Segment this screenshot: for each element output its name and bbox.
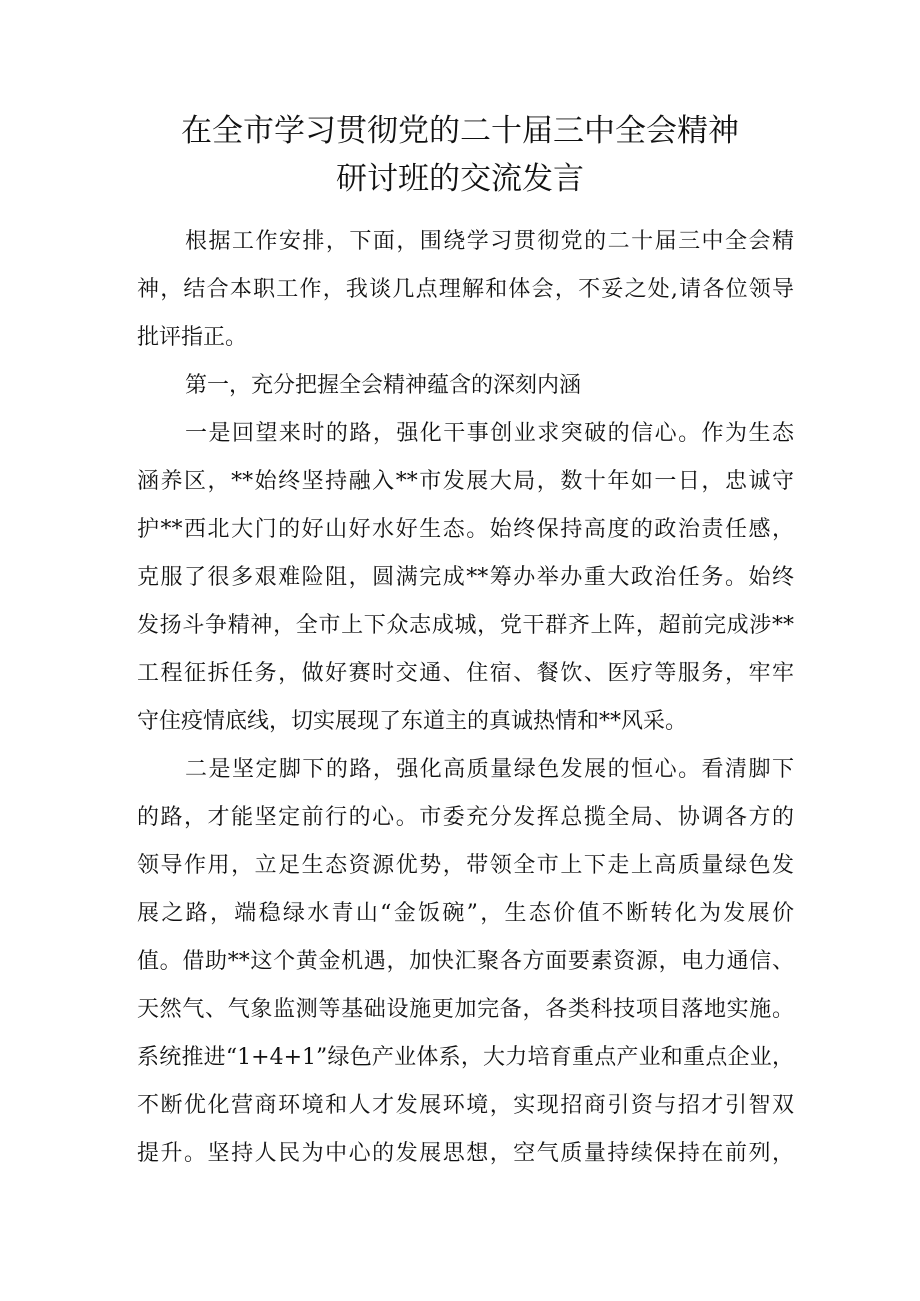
document-title-line-2: 研讨班的交流发言	[336, 161, 584, 197]
paragraph-line: 神，结合本职工作，我谈几点理解和体会，不妥之处,请各位领导	[137, 277, 794, 302]
paragraph-line: 克服了很多艰难险阻，圆满完成**筹办举办重大政治任务。始终	[137, 565, 794, 590]
paragraph-line: 提升。坚持人民为中心的发展思想，空气质量持续保持在前列，	[137, 1141, 794, 1166]
paragraph-line: 二是坚定脚下的路，强化高质量绿色发展的恒心。看清脚下	[185, 757, 794, 782]
paragraph-line: 值。借助**这个黄金机遇，加快汇聚各方面要素资源，电力通信、	[137, 949, 794, 974]
paragraph-line: 批评指正。	[137, 325, 248, 350]
paragraph-line: 涵养区，**始终坚持融入**市发展大局，数十年如一日，忠诚守	[137, 469, 794, 494]
paragraph-line: 不断优化营商环境和人才发展环境，实现招商引资与招才引智双	[137, 1093, 794, 1118]
paragraph-line: 一是回望来时的路，强化干事创业求突破的信心。作为生态	[185, 421, 794, 446]
paragraph-line: 系统推进“1+4+1”绿色产业体系，大力培育重点产业和重点企业，	[137, 1045, 794, 1070]
paragraph-line: 天然气、气象监测等基础设施更加完备，各类科技项目落地实施。	[137, 997, 794, 1022]
paragraph-line: 护**西北大门的好山好水好生态。始终保持高度的政治责任感，	[137, 517, 794, 542]
paragraph-line: 守住疫情底线，切实展现了东道主的真诚热情和**风采。	[137, 709, 688, 734]
document-title-line-1: 在全市学习贯彻党的二十届三中全会精神	[181, 113, 739, 149]
section-heading: 第一，充分把握全会精神蕴含的深刻内涵	[185, 373, 582, 398]
paragraph-line: 领导作用，立足生态资源优势，带领全市上下走上高质量绿色发	[137, 853, 794, 878]
paragraph-line: 发扬斗争精神，全市上下众志成城，党干群齐上阵，超前完成涉**	[137, 613, 794, 638]
paragraph-line: 根据工作安排，下面，围绕学习贯彻党的二十届三中全会精	[185, 229, 794, 254]
paragraph-line: 的路，才能坚定前行的心。市委充分发挥总揽全局、协调各方的	[137, 805, 794, 830]
paragraph-line: 展之路，端稳绿水青山“金饭碗”，生态价值不断转化为发展价	[137, 901, 794, 926]
paragraph-line: 工程征拆任务，做好赛时交通、住宿、餐饮、医疗等服务，牢牢	[137, 661, 794, 686]
